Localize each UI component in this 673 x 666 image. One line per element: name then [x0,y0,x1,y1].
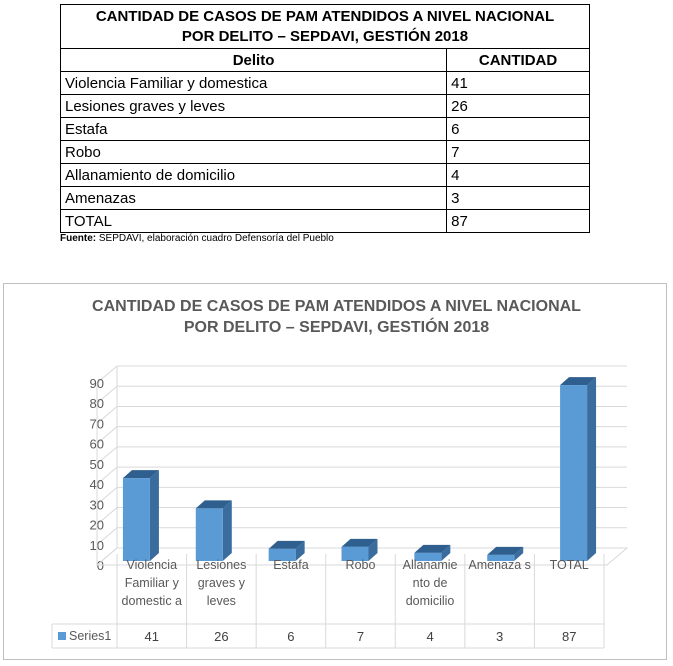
legend-series-name: Series1 [69,629,112,643]
y-tick-label: 40 [89,477,104,493]
cell-cantidad: 3 [447,187,590,210]
y-tick-label: 10 [89,537,104,553]
y-tick-label: 60 [89,436,104,452]
data-label: 4 [426,629,434,644]
cell-cantidad: 6 [447,118,590,141]
header-delito: Delito [61,49,447,72]
cell-delito: TOTAL [61,210,447,233]
y-tick-label: 80 [89,396,104,412]
bar [196,508,223,561]
cell-delito: Estafa [61,118,447,141]
x-tick-label: Violencia Familiar y domestic a [121,558,182,608]
cell-delito: Amenazas [61,187,447,210]
bar-side [150,470,159,561]
cell-cantidad: 41 [447,72,590,95]
cell-delito: Violencia Familiar y domestica [61,72,447,95]
y-tick-label: 30 [89,497,104,513]
x-tick-label: Robo [345,558,376,572]
data-label: 7 [356,629,365,644]
cell-cantidad: 87 [447,210,590,233]
cell-delito: Allanamiento de domicilio [61,164,447,187]
x-tick-label: TOTAL [549,558,589,572]
bar [560,385,587,561]
y-tick-label: 70 [89,416,104,432]
legend-key [58,632,66,640]
header-cantidad: CANTIDAD [447,49,590,72]
bar-side [223,500,232,561]
source-text: SEPDAVI, elaboración cuadro Defensoría del Pueblo [96,233,334,244]
cell-cantidad: 26 [447,95,590,118]
data-label: 41 [144,629,160,644]
cell-delito: Robo [61,141,447,164]
cell-cantidad: 4 [447,164,590,187]
source-label: Fuente: [60,233,97,244]
y-tick-label: 50 [89,456,104,472]
data-label: 26 [214,629,229,644]
table-title-line2: POR DELITO – SEPDAVI, GESTIÓN 2018 [181,28,469,45]
x-tick-label: Amenaza s [468,558,531,572]
y-tick-label: 90 [89,376,104,391]
data-label: 3 [496,629,504,644]
bar [123,478,150,561]
chart-title-line2: POR DELITO – SEPDAVI, GESTIÓN 2018 [183,319,490,336]
x-tick-label: Allanamie nto de domicilio [402,558,458,608]
table-title-line1: CANTIDAD DE CASOS DE PAM ATENDIDOS A NIVEL NACIONAL [95,8,555,25]
y-tick-label: 0 [96,558,104,573]
cell-cantidad: 7 [447,141,590,164]
cell-delito: Lesiones graves y leves [61,95,447,118]
data-label: 6 [287,629,295,644]
bar-side [587,377,596,561]
x-tick-label: Estafa [273,558,309,572]
data-label: 87 [561,629,577,644]
y-tick-label: 20 [89,517,104,533]
chart-title-line1: CANTIDAD DE CASOS DE PAM ATENDIDOS A NIVEL NACIONAL [92,298,581,315]
x-tick-label: Lesiones graves y leves [196,558,247,608]
